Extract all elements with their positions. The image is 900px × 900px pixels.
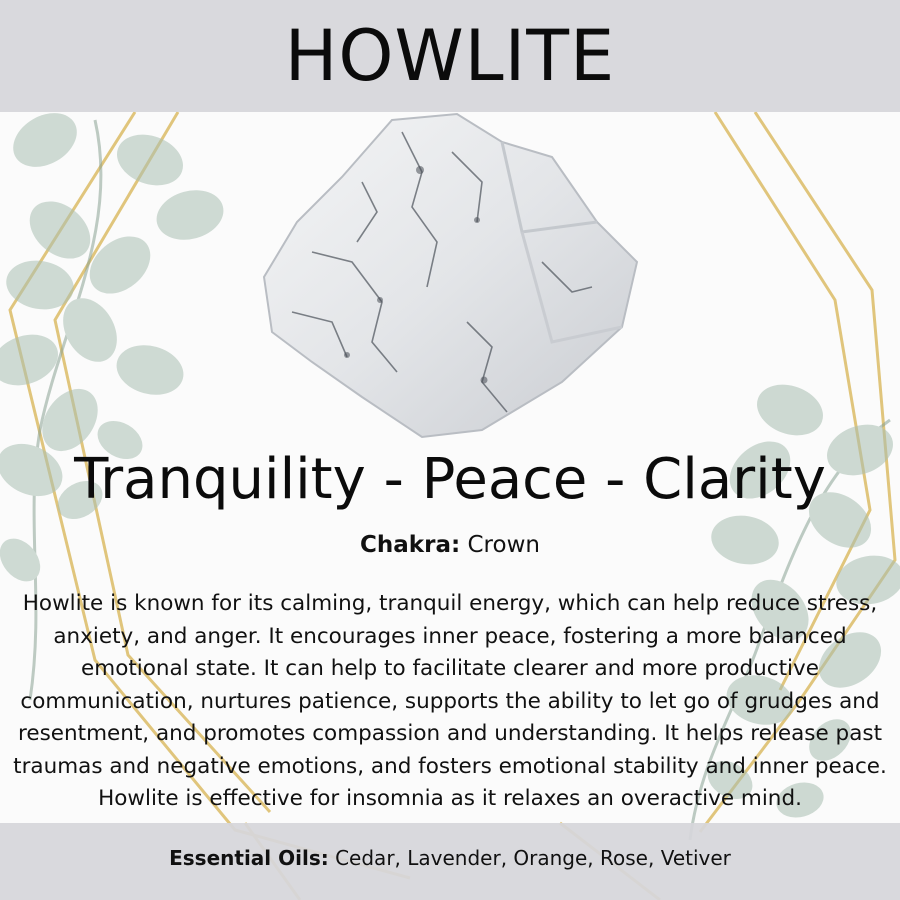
page-title: HOWLITE — [284, 15, 616, 97]
essential-oils-banner — [0, 823, 900, 900]
subtitle: Tranquility - Peace - Clarity — [74, 447, 826, 512]
chakra-value: Crown — [467, 532, 540, 558]
essential-oils-value: Cedar, Lavender, Orange, Rose, Vetiver — [335, 846, 731, 870]
chakra-line — [0, 530, 900, 560]
essential-oils-label: Essential Oils: — [169, 846, 329, 870]
description-paragraph: Howlite is known for its calming, tranquil energy, which can help reduce stress, anxiety, and anger. It encourages inner peace, fostering a more balanced emotional state. It can help to facilitate clearer and more productive communication, nurtures patience, supports the ability to let go of grudges and resentment, and promotes compassion and understanding. It helps release past traumas and negative emotions, and fosters emotional stability and inner peace. Howlite is effective for insomnia as it relaxes an overactive mind. — [13, 591, 887, 811]
howlite-stone-image — [252, 112, 648, 442]
chakra-label: Chakra: — [360, 532, 461, 558]
essential-oils-line — [0, 823, 900, 893]
title-banner — [0, 0, 900, 112]
